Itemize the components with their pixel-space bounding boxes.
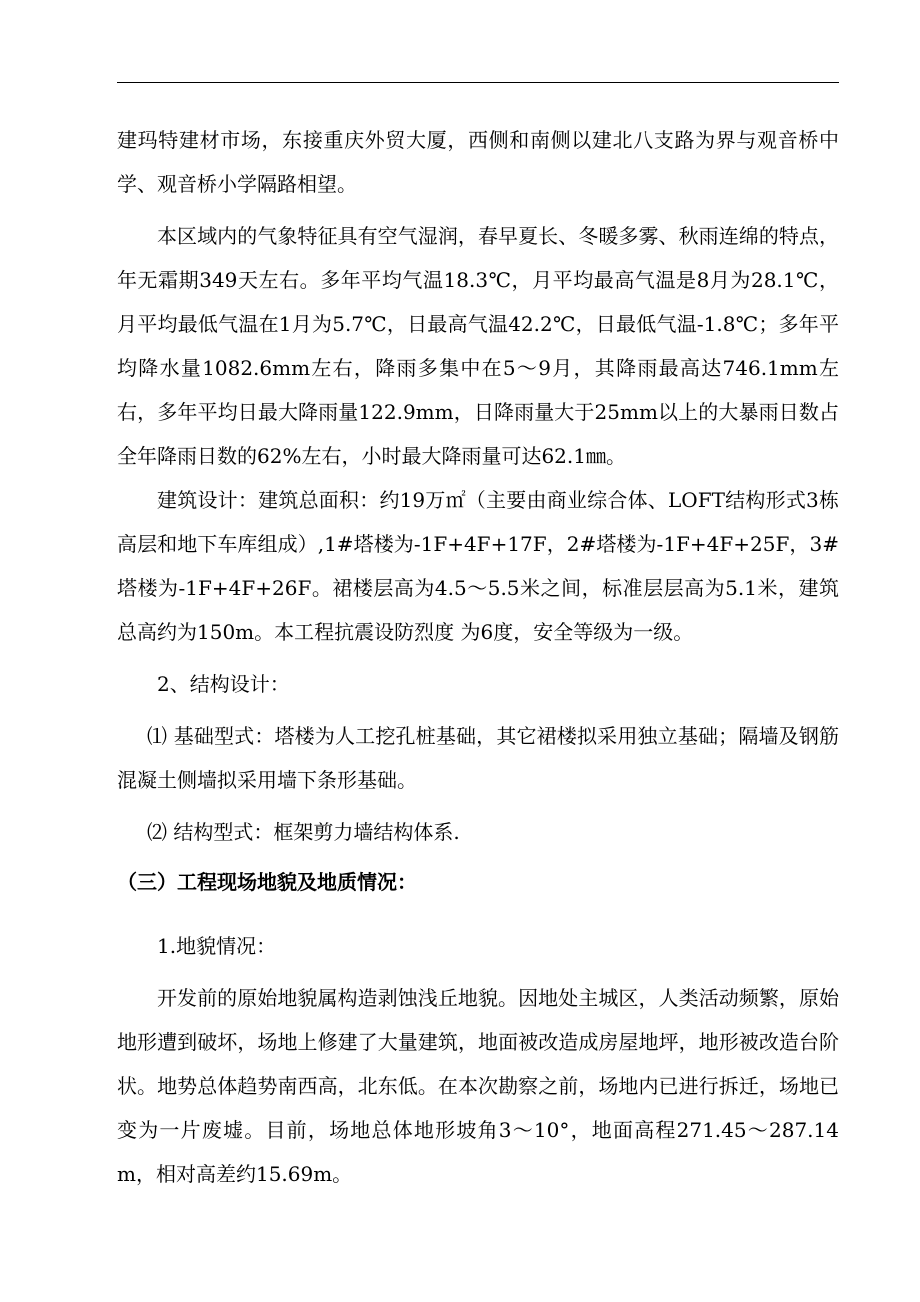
document-body [117, 118, 839, 1196]
paragraph-architecture-design: 建筑设计：建筑总面积：约19万㎡（主要由商业综合体、LOFT结构形式3栋高层和地下车库组成）,1#塔楼为-1F+4F+17F，2#塔楼为-1F+4F+25F，3#塔楼为-1F+4F+26F。裙楼层高为4.5～5.5米之间，标准层层高为5.1米，建筑总高约为150m。本工程抗震设防烈度 为6度，安全等级为一级。 [117, 488, 839, 644]
paragraph-site-boundary: 建玛特建材市场，东接重庆外贸大厦，西侧和南侧以建北八支路为界与观音桥中学、观音桥小学隔路相望。 [117, 128, 839, 196]
paragraph-foundation-type: ⑴ 基础型式：塔楼为人工挖孔桩基础，其它裙楼拟采用独立基础；隔墙及钢筋混凝土侧墙拟采用墙下条形基础。 [117, 724, 839, 792]
paragraph-structure-design-title: 2、结构设计： [157, 672, 290, 696]
paragraph-structure-type: ⑵ 结构型式：框架剪力墙结构体系. [147, 820, 460, 844]
paragraph-landform-title: 1.地貌情况： [157, 934, 277, 958]
paragraph-climate: 本区域内的气象特征具有空气湿润，春早夏长、冬暖多雾、秋雨连绵的特点，年无霜期349天左右。多年平均气温18.3℃，月平均最高气温是8月为28.1℃，月平均最低气温在1月为5.7℃，日最高气温42.2℃，日最低气温-1.8℃；多年平均降水量1082.6mm左右，降雨多集中在5～9月，其降雨最高达746.1mm左右，多年平均日最大降雨量122.9mm，日降雨量大于25mm以上的大暴雨日数占全年降雨日数的62%左右，小时最大降雨量可达62.1㎜。 [117, 224, 839, 468]
paragraph-landform-description: 开发前的原始地貌属构造剥蚀浅丘地貌。因地处主城区，人类活动频繁，原始地形遭到破坏，场地上修建了大量建筑，地面被改造成房屋地坪，地形被改造台阶状。地势总体趋势南西高，北东低。在本次勘察之前，场地内已进行拆迁，场地已变为一片废墟。目前，场地总体地形坡角3～10°，地面高程271.45～287.14m，相对高差约15.69m。 [117, 986, 839, 1186]
section-heading-site-geology: （三）工程现场地貌及地质情况： [117, 870, 417, 894]
header-rule [117, 82, 839, 83]
